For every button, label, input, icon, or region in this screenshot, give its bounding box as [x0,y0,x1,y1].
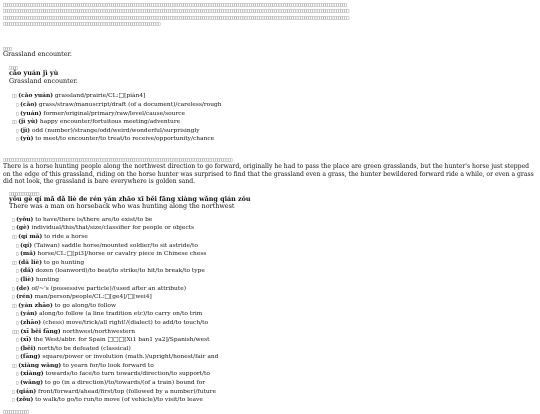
word-entry [3,127,537,136]
word-chinese: □ [16,311,19,317]
word-pinyin: (liè) [20,275,34,283]
word-chinese: □ [12,225,15,231]
section-title-english: Grassland encounter. [3,49,72,58]
word-pinyin: (gè) [16,224,30,232]
word-entry [3,345,537,354]
word-chinese: □ [16,276,19,282]
word-entry [3,267,537,276]
word-entry [3,396,537,405]
word-gloss: former/original/primary/raw/level/cause/source [43,110,186,117]
word-gloss: hunting [35,276,60,283]
chinese-text-header [3,2,537,28]
word-pinyin: (xī) [20,336,32,344]
word-gloss: to go along/to follow [54,302,116,309]
word-list-title [3,92,537,144]
word-chinese: □ [16,268,19,274]
paragraph-english: There is a horse hunting people along the northwest direction to go forward, originally he had to pass the place are green grasslands, but the hunter's horse just stepped on the edge of this grassland, riding on the horse hunter was surprised to find that the grassland even a grass, the hunter bewildered forward ride a while, or even a grass did not look, the grassland is bare everywhere is golden sand. [3,163,534,186]
title-pinyin: cǎo yuán jì yù [9,69,59,78]
word-entry [3,224,537,233]
word-gloss: grassland/prairie/CL:□[piàn4] [54,93,146,100]
word-pinyin: (jì yù) [18,118,38,126]
word-entry [3,216,537,225]
word-pinyin: (fāng) [20,353,41,361]
word-pinyin: (yuán) [20,109,42,117]
word-chinese: □ [12,294,15,300]
word-gloss: man/person/people/CL:□[ge4]/□[wei4] [34,294,152,301]
word-entry [3,118,537,127]
word-pinyin: (qián) [16,387,37,395]
word-entry [3,336,537,345]
word-chinese: □□ [12,259,17,265]
word-entry [3,310,537,319]
word-gloss: square/power or involution (math.)/upright/honest/fair and [42,354,219,361]
word-pinyin: (yán) [20,310,38,318]
word-entry [3,110,537,119]
word-gloss: to walk/to go/to run/to move (of vehicle)/to visit/to leave [35,397,203,404]
paragraph-chinese: □□□□□□□□□□□□□□□□□□□□□□□□□□□□□□□□□□□□□□□□□□□□□□□□□□□□□□□□□□□□□□□□□□□□□□□□□□□□□□□□□□□□□□□□□□□□□□□□□□□□□□□□□□□□ [3,156,233,162]
word-gloss: the West/abbr. for Spain □□□[Xi1 ban1 ya2]/Spanish/west [33,337,210,344]
word-entry [3,285,537,294]
word-chinese: □ [16,127,19,133]
sentence-block [3,191,537,211]
word-pinyin: (mǎ) [20,250,36,258]
word-entry [3,259,537,268]
word-chinese: □ [12,397,15,403]
word-chinese: □□ [12,302,17,308]
word-gloss: to yearn for/to look forward to [63,362,154,369]
word-chinese: □ [12,285,15,291]
word-gloss: of/~'s (possessive particle)/(used after an attribute) [31,285,186,292]
word-chinese: □ [16,102,19,107]
word-chinese: □ [16,251,19,257]
header-line: □□□□□□□□□□□□□□□□□□□□□□□□□□□□□□□□□□□□□□□□□□□□□□□□□□□□□□□□□□□□□□□□□□□□□□□□□□□□□□□□□□□□□□□□□□□□□□□□□□□□□□□□□□□□□□□□□□□□□□□□□□□□□□□□□□□□□□□□□□□□□□□□□□□□□□□□□□□□□□□□□□□ [3,8,349,14]
word-pinyin: (cǎo) [20,101,38,108]
word-gloss: dozen (loanword)/to beat/to strike/to hit/to break/to type [35,268,205,275]
word-chinese: □ [16,354,19,360]
word-entry [3,379,537,388]
word-gloss: horse/CL:□[pi3]/horse or cavalry piece in Chinese chess [37,251,207,258]
word-pinyin: (dǎ liè) [18,258,43,266]
word-entry [3,328,537,337]
word-gloss: happy encounter/fortuitous meeting/adventure [39,119,181,126]
word-gloss: to meet/to encounter/to treat/to receive/opportunity/chance [35,136,215,143]
word-gloss: front/forward/ahead/first/top (followed by a number)/future [38,388,216,395]
word-chinese: □ [16,337,19,343]
word-gloss: odd (number)/strange/odd/weird/wonderful/surprisingly [31,127,200,134]
word-pinyin: (qí) [20,241,33,249]
word-entry [3,362,537,371]
word-entry [3,302,537,311]
word-chinese: □□ [12,119,17,125]
word-pinyin: (yǒu) [16,215,34,223]
word-entry [3,388,537,397]
word-pinyin: (zhāo) [20,318,42,326]
word-chinese: □ [12,216,15,222]
word-pinyin: (wǎng) [20,379,43,387]
word-chinese: □ [16,110,19,116]
word-gloss: along/to follow (a line tradition etc)/to carry on/to trim [39,311,203,318]
word-gloss: to go hunting [43,259,85,266]
word-chinese: □ [16,380,19,386]
word-chinese: □□ [12,233,17,239]
word-entry [3,319,537,328]
word-entry [3,101,537,110]
footer-chinese: □□□□□□□□□□□□ [3,408,29,414]
word-gloss: north/to be defeated (classical) [37,345,131,352]
header-line: □□□□□□□□□□□□□□□□□□□□□□□□□□□□□□□□□□□□□□□□□□□□□□□□□□□□□□□□□□□□□□□□□□□□□□□□□□□□□□□□□□□□□□□□□□□□□□□□□□□□□□□□□□□□□□□□□□□□□□□□□□□□□□□□□□□□□□□□□□□□□□□□□□□□□□□□□□□□□□□□□□□ [3,14,349,20]
word-gloss: to go (in a direction)/to/towards/(of a train) bound for [44,380,206,387]
word-chinese: □ [16,242,19,248]
word-chinese: □ [12,388,15,394]
word-pinyin: (zǒu) [16,396,34,404]
sentence-pinyin: yǒu gè qí mǎ dǎ liè de rén yán zhāo xī běi fāng xiàng wǎng qián zǒu [9,194,251,203]
paragraph-block [3,157,537,186]
word-pinyin: (yù) [20,135,34,143]
word-gloss: northwest/northwestern [62,328,136,335]
word-chinese: □□ [12,93,17,99]
sentence-chinese: □□□□□□□□□□□□□□ [9,190,39,196]
word-chinese: □ [16,371,19,377]
word-entry [3,242,537,251]
word-pinyin: (yán zhāo) [18,301,53,309]
word-gloss: individual/this/that/size/classifier for people or objects [31,225,195,232]
word-pinyin: (de) [16,284,30,292]
word-chinese: □ [16,136,19,142]
word-pinyin: (jì) [20,126,31,134]
section-title-chinese: □□□□ [3,45,12,51]
word-entry [3,293,537,302]
word-gloss: to have/there is/there are/to exist/to be [35,216,153,223]
word-pinyin: (qí mǎ) [18,232,43,240]
title-english: Grassland encounter. [9,76,78,85]
word-chinese: □ [16,345,19,351]
word-pinyin: (rén) [16,293,33,301]
word-gloss: grass/straw/manuscript/draft (of a document)/careless/rough [38,102,222,108]
word-pinyin: (cǎo yuán) [18,92,54,100]
word-gloss: (Taiwan) saddle horse/mounted soldier/to sit astride/to [33,242,198,249]
word-entry [3,370,537,379]
word-gloss: (chess) move/trick/all right!/(dialect) to add/to touch/to [42,319,209,326]
word-entry [3,250,537,259]
word-entry [3,135,537,144]
title-chinese: □□□□ [9,65,18,71]
word-pinyin: (xī běi fāng) [20,327,61,335]
word-pinyin: (dǎ) [20,267,34,275]
word-entry [3,233,537,242]
word-chinese: □□□ [12,328,19,334]
document [3,2,537,414]
header-line: □□□□□□□□□□□□□□□□□□□□□□□□□□□□□□□□□□□□□□□□□□□□□□□□□□□□□□□□□□□□□□□□□□□□□□□□□□ [3,21,160,27]
word-pinyin: (běi) [20,344,36,352]
word-chinese: □□ [12,362,17,368]
sentence-english: There was a man on horseback who was hunting along the northwest [9,202,235,211]
word-gloss: to ride a horse [44,233,88,240]
section-grassland-encounter [3,46,537,59]
word-entry [3,353,537,362]
word-list-sentence [3,216,537,405]
word-gloss: towards/to face/to turn towards/direction/to support/to [45,371,210,378]
word-chinese: □ [16,319,19,325]
vocab-block-title [3,65,537,85]
word-entry [3,276,537,285]
word-pinyin: (xiàng wǎng) [18,361,62,369]
word-entry [3,92,537,101]
word-pinyin: (xiàng) [20,370,44,378]
header-line: □□□□□□□□□□□□□□□□□□□□□□□□□□□□□□□□□□□□□□□□□□□□□□□□□□□□□□□□□□□□□□□□□□□□□□□□□□□□□□□□□□□□□□□□□□□□□□□□□□□□□□□□□□□□□□□□□□□□□□□□□□□□□□□□□□□□□□□□□□□□□□□□□□□□□□□□□□□□□□□□□□ [3,2,347,7]
